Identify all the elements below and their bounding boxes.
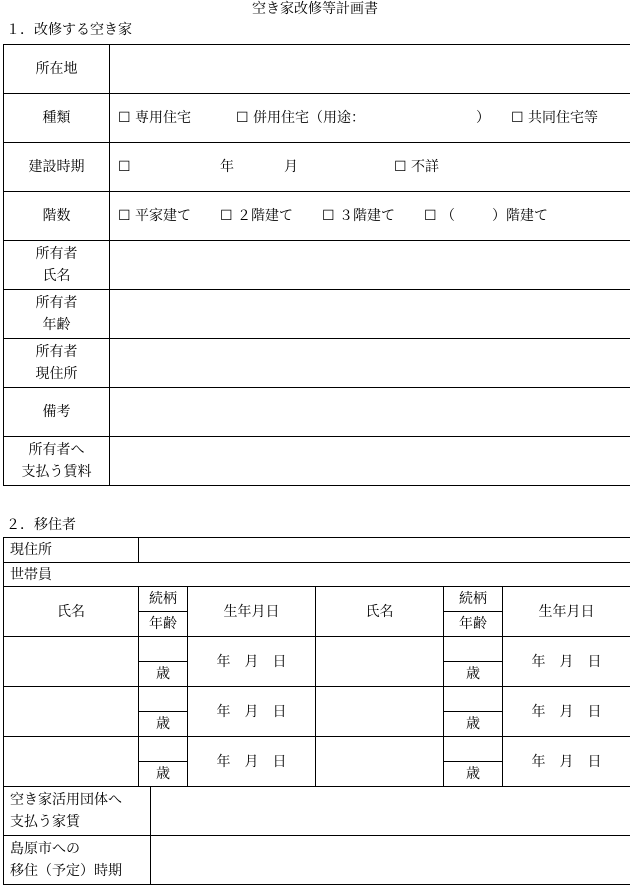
member-birth-field[interactable]: 年 月 日 bbox=[188, 687, 316, 737]
member-age-field[interactable]: 歳 bbox=[139, 712, 188, 737]
built-label: 建設時期 bbox=[4, 143, 110, 192]
section1-heading: １．改修する空き家 bbox=[6, 22, 132, 38]
rent-label: 所有者へ 支払う賃料 bbox=[4, 437, 110, 486]
built-unknown-checkbox[interactable]: ☐ 不詳 bbox=[394, 159, 440, 175]
remarks-field[interactable] bbox=[110, 388, 630, 437]
member-name-field[interactable] bbox=[4, 737, 139, 787]
built-field[interactable] bbox=[110, 143, 630, 192]
col-age-right: 年齢 bbox=[444, 612, 503, 637]
col-relation-left: 続柄 bbox=[139, 587, 188, 612]
owner-name-label: 所有者 氏名 bbox=[4, 241, 110, 290]
member-relation-field[interactable] bbox=[139, 737, 188, 762]
member-relation-field[interactable] bbox=[444, 637, 503, 662]
location-label: 所在地 bbox=[4, 45, 110, 94]
rent-field[interactable] bbox=[110, 437, 630, 486]
member-relation-field[interactable] bbox=[444, 687, 503, 712]
current-address-label: 現住所 bbox=[4, 538, 139, 563]
member-relation-field[interactable] bbox=[444, 737, 503, 762]
member-name-field[interactable] bbox=[316, 737, 444, 787]
household-table bbox=[3, 537, 630, 885]
built-month-unit: 月 bbox=[284, 159, 298, 175]
member-age-field[interactable]: 歳 bbox=[444, 712, 503, 737]
type-combined-close: ） bbox=[476, 110, 490, 126]
member-age-field[interactable]: 歳 bbox=[139, 762, 188, 787]
floors-two-checkbox[interactable]: ☐ ２階建て bbox=[220, 208, 294, 224]
page-title: 空き家改修等計画書 bbox=[252, 1, 378, 17]
col-birth-left: 生年月日 bbox=[188, 587, 316, 637]
type-dedicated-checkbox[interactable]: ☐ 専用住宅 bbox=[118, 110, 192, 126]
col-name-left: 氏名 bbox=[4, 587, 139, 637]
member-name-field[interactable] bbox=[316, 687, 444, 737]
household-label: 世帯員 bbox=[4, 563, 630, 587]
owner-age-label: 所有者 年齢 bbox=[4, 290, 110, 339]
section2-heading: ２．移住者 bbox=[6, 517, 76, 533]
member-age-field[interactable]: 歳 bbox=[139, 662, 188, 687]
owner-address-field[interactable] bbox=[110, 339, 630, 388]
member-relation-field[interactable] bbox=[139, 687, 188, 712]
floors-field[interactable] bbox=[110, 192, 630, 241]
member-birth-field[interactable]: 年 月 日 bbox=[503, 687, 630, 737]
house-table bbox=[3, 44, 630, 486]
member-age-field[interactable]: 歳 bbox=[444, 662, 503, 687]
floors-other-suffix: ）階建て bbox=[492, 208, 548, 224]
member-birth-field[interactable]: 年 月 日 bbox=[188, 737, 316, 787]
type-shared-checkbox[interactable]: ☐ 共同住宅等 bbox=[511, 110, 599, 126]
col-age-left: 年齢 bbox=[139, 612, 188, 637]
col-birth-right: 生年月日 bbox=[503, 587, 630, 637]
member-name-field[interactable] bbox=[4, 687, 139, 737]
org-rent-label: 空き家活用団体へ 支払う家賃 bbox=[4, 787, 151, 836]
current-address-field[interactable] bbox=[139, 538, 630, 563]
member-birth-field[interactable]: 年 月 日 bbox=[188, 637, 316, 687]
built-year-unit: 年 bbox=[220, 159, 234, 175]
owner-name-field[interactable] bbox=[110, 241, 630, 290]
member-birth-field[interactable]: 年 月 日 bbox=[503, 637, 630, 687]
floors-other-checkbox[interactable]: ☐ （ bbox=[424, 208, 456, 224]
floors-three-checkbox[interactable]: ☐ ３階建て bbox=[322, 208, 396, 224]
owner-age-field[interactable] bbox=[110, 290, 630, 339]
move-time-label: 島原市への 移住（予定）時期 bbox=[4, 836, 151, 885]
member-name-field[interactable] bbox=[4, 637, 139, 687]
member-name-field[interactable] bbox=[316, 637, 444, 687]
built-date-checkbox[interactable]: ☐ bbox=[118, 159, 131, 175]
location-field[interactable] bbox=[110, 45, 630, 94]
member-relation-field[interactable] bbox=[139, 637, 188, 662]
floors-label: 階数 bbox=[4, 192, 110, 241]
member-age-field[interactable]: 歳 bbox=[444, 762, 503, 787]
floors-single-checkbox[interactable]: ☐ 平家建て bbox=[118, 208, 192, 224]
type-combined-checkbox[interactable]: ☐ 併用住宅（用途： bbox=[236, 110, 366, 126]
member-birth-field[interactable]: 年 月 日 bbox=[503, 737, 630, 787]
col-name-right: 氏名 bbox=[316, 587, 444, 637]
remarks-label: 備考 bbox=[4, 388, 110, 437]
org-rent-field[interactable] bbox=[151, 787, 630, 836]
move-time-field[interactable] bbox=[151, 836, 630, 885]
owner-address-label: 所有者 現住所 bbox=[4, 339, 110, 388]
col-relation-right: 続柄 bbox=[444, 587, 503, 612]
type-label: 種類 bbox=[4, 94, 110, 143]
type-field[interactable] bbox=[110, 94, 630, 143]
